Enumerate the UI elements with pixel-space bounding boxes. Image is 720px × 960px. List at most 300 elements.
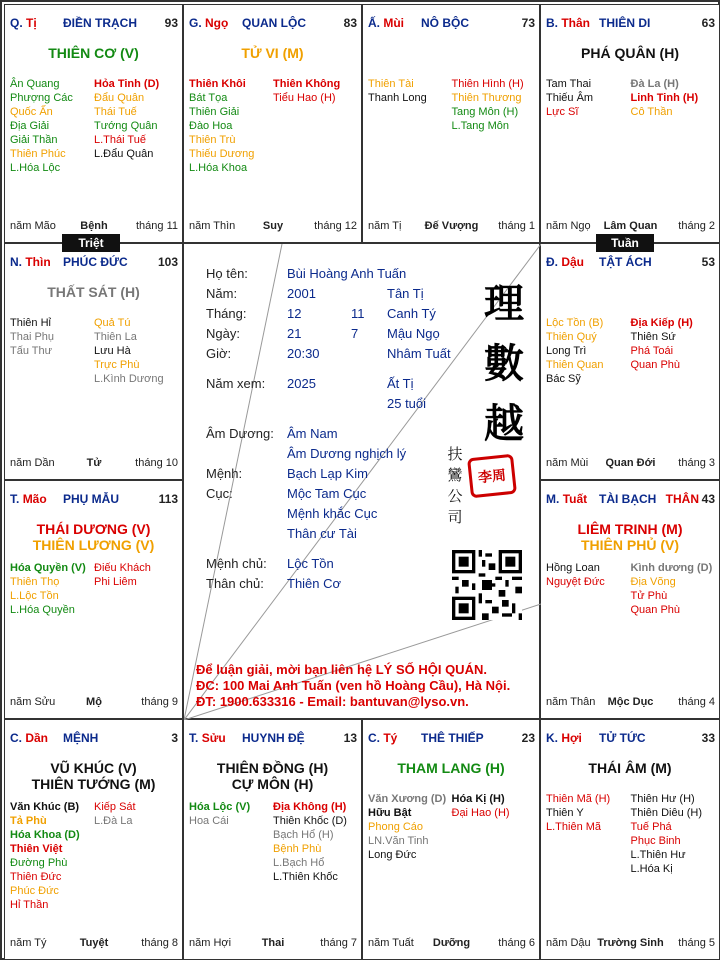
month-canchi: Canh Tý [387,306,436,321]
palace-year: năm Tuất [368,937,414,949]
minor-star-column [273,77,357,105]
minor-star: Thiên Hình (H) [451,78,524,90]
minor-star: Thiếu Dương [189,148,255,160]
minor-star: Long Trì [546,345,587,357]
palace-footer [546,696,715,710]
palace-name: PHỤ MẪU [63,492,119,506]
minor-star-column [368,792,452,862]
palace-month: tháng 12 [314,220,357,232]
palace-stage: Mộc Dục [607,696,654,708]
minor-star: Bát Tọa [189,92,228,104]
palace-month: tháng 9 [141,696,178,708]
hour-canchi: Nhâm Tuất [387,346,451,361]
minor-star: Thanh Long [368,92,427,104]
minor-star: Đào Hoa [189,120,233,132]
contact-line-1: Để luận giải, mời bạn liên hệ LÝ SỐ HỘI QUÁN. [196,662,487,677]
palace-month: tháng 10 [135,457,178,469]
branch-name: Sửu [201,731,226,745]
month-value: 12 [287,306,302,321]
palace-number: 113 [158,492,178,506]
palace-branch [10,255,51,269]
minor-star: Nguyệt Đức [546,576,605,588]
than-marker: THÂN [665,492,699,506]
minor-star-column [546,77,631,119]
vert-char: 鸞 [447,466,463,484]
minor-stars [10,561,178,701]
minor-star: Đường Phù [10,857,68,869]
cuc-value-3: Thân cư Tài [287,526,357,541]
minor-star: Tướng Quân [94,120,158,132]
day-canchi: Mậu Ngọ [387,326,440,341]
main-star: LIÊM TRINH (M) [577,521,683,537]
minor-star: L.Hóa Khoa [189,162,248,174]
branch-name: Ngọ [205,16,229,30]
minor-stars [546,77,715,217]
contact-line-3: ĐT: 1900.633316 - Email: bantuvan@lyso.vn. [196,694,469,709]
palace-branch [368,731,397,745]
palace-name: THÊ THIẾP [421,731,484,745]
minor-star-column [10,800,94,912]
minor-star-column [94,561,178,589]
branch-name: Tuất [562,492,588,506]
calligraphy-title [474,274,534,454]
minor-star: Thiên Thọ [10,576,60,588]
branch-stem: B. [546,16,558,30]
minor-stars [546,316,715,456]
minor-star: Hỏa Tinh (D) [94,78,160,90]
thanchu-label: Thân chủ: [206,576,264,591]
palace-number: 53 [701,255,715,269]
branch-name: Thìn [25,255,51,269]
minor-star: Kình dương (D) [630,562,713,574]
name-label: Họ tên: [206,266,248,281]
minor-stars [546,561,715,701]
cuc-value-2: Mệnh khắc Cục [287,506,378,521]
red-seal-stamp: 李周 [467,454,517,499]
minor-star-column [94,316,178,386]
palace-name: TỬ TỨC [599,731,646,745]
palace-month: tháng 1 [498,220,535,232]
minor-stars [10,316,178,456]
branch-name: Thân [561,16,591,30]
minor-star: L.Thiên Hư [630,849,686,861]
minor-star: Thiên Mã (H) [546,793,611,805]
branch-stem: K. [546,731,558,745]
palace-name: TÀI BẠCH [599,492,657,506]
vert-char: 司 [447,508,463,526]
minor-star: Bạch Hổ (H) [273,829,334,841]
palace-number: 83 [343,16,357,30]
minor-star: Thiên Quan [546,359,604,371]
palace-header [368,16,535,32]
palace-branch [546,16,590,30]
contact-line-2: ĐC: 100 Mai Anh Tuấn (ven hồ Hoàng Cầu), Hà Nội. [196,678,511,693]
minor-star: Địa Giải [10,120,50,132]
minor-star: Quả Tú [94,317,131,329]
minor-star: Thiên Việt [10,843,63,855]
palace-name: QUAN LỘC [242,16,306,30]
palace-name: HUYNH ĐỆ [242,731,305,745]
palace-footer [10,457,178,471]
palace-branch [189,16,228,30]
minor-star: Cô Thần [630,106,673,118]
palace-year: năm Thìn [189,220,236,232]
menh-value: Bạch Lạp Kim [287,466,368,481]
palace-year: năm Thân [546,696,596,708]
main-star: THIÊN PHỦ (V) [581,537,679,553]
palace-header [189,731,357,747]
view-year-canchi: Ất Tị [387,376,414,391]
palace-header [10,255,178,271]
palace-month: tháng 6 [498,937,535,949]
year-label: Năm: [206,286,238,301]
minor-star: Tam Thai [546,78,592,90]
minor-star: Hồng Loan [546,562,600,574]
minor-star-column [546,316,631,386]
palace-stage: Tuyệt [79,937,109,949]
palace-header [10,492,178,508]
minor-star: Quan Phù [630,604,681,616]
minor-star: L.Kình Dương [94,373,164,385]
minor-star-column [546,561,631,589]
minor-star: Thiếu Âm [546,92,594,104]
minor-star-column [631,77,716,119]
branch-name: Dần [25,731,49,745]
day-lunar: 7 [351,326,359,341]
minor-star: Hữu Bật [368,807,412,819]
branch-stem: C. [368,731,380,745]
minor-star: L.Thái Tuế [94,134,146,146]
palace-stage: Quan Đới [605,457,656,469]
palace-cell [540,719,720,960]
palace-footer [189,220,357,234]
menhchu-value: Lộc Tồn [287,556,334,571]
minor-star: Thiên Hư (H) [630,793,695,805]
minor-stars [10,800,178,940]
palace-footer [368,220,535,234]
minor-star: Tấu Thư [10,345,53,357]
minor-star: L.Thiên Mã [546,821,602,833]
minor-star: Quốc Ấn [10,106,53,118]
palace-footer [189,937,357,951]
branch-name: Dậu [561,255,585,269]
palace-footer [10,937,178,951]
minor-star: Quan Phù [630,359,681,371]
minor-star: Thai Phụ [10,331,55,343]
minor-star: LN.Văn Tinh [368,835,429,847]
palace-header [546,16,715,32]
minor-star-column [273,800,357,884]
branch-name: Tý [383,731,398,745]
callig-char: 理 [484,280,524,327]
year-canchi: Tân Tị [387,286,424,301]
minor-star: Phượng Các [10,92,73,104]
minor-star-column [546,792,631,834]
palace-name: ĐIỀN TRẠCH [63,16,137,30]
amduong-value-2: Âm Dương nghịch lý [287,446,407,461]
minor-star: Văn Khúc (B) [10,801,80,813]
palace-stage: Suy [262,220,284,232]
month-lunar: 11 [351,306,365,321]
minor-star: Hóa Quyền (V) [10,562,86,574]
minor-star: Phá Toái [630,345,674,357]
palace-name: TẬT ÁCH [599,255,652,269]
amduong-value: Âm Nam [287,426,338,441]
branch-name: Tị [26,16,37,30]
palace-cell [4,243,183,480]
minor-star-column [631,561,716,617]
main-star: THÁI DƯƠNG (V) [36,521,151,537]
minor-star-column [368,77,452,105]
palace-header [10,16,178,32]
minor-star: Phi Liêm [94,576,137,588]
palace-number: 13 [343,731,357,745]
branch-stem: M. [546,492,560,506]
palace-month: tháng 4 [678,696,715,708]
menh-label: Mệnh: [206,466,243,481]
palace-header [546,731,715,747]
palace-month: tháng 3 [678,457,715,469]
minor-stars [189,800,357,940]
palace-branch [189,731,226,745]
minor-star: L.Đẩu Quân [94,148,154,160]
palace-year: năm Ngọ [546,220,591,232]
minor-stars [546,792,715,932]
palace-cell [183,4,362,243]
main-star: THÁI ÂM (M) [588,760,672,776]
palace-number: 93 [164,16,178,30]
minor-star-column [452,77,536,133]
minor-star: Tử Phù [630,590,668,602]
minor-stars [368,77,535,217]
tuan-tag: Tuần [596,234,654,252]
minor-star: Hoa Cái [189,815,229,827]
palace-stage: Mộ [86,696,102,708]
branch-name: Mùi [383,16,405,30]
palace-header [189,16,357,32]
menhchu-label: Mệnh chủ: [206,556,267,571]
main-star: THẤT SÁT (H) [47,284,140,300]
branch-stem: Đ. [546,255,558,269]
palace-stage: Dưỡng [432,937,471,949]
palace-number: 23 [521,731,535,745]
minor-star: L.Hóa Lộc [10,162,61,174]
minor-star-column [10,77,94,175]
cuc-value: Mộc Tam Cục [287,486,367,501]
minor-star: Hóa Khoa (D) [10,829,80,841]
minor-star: Lực Sĩ [546,106,579,118]
branch-stem: C. [10,731,22,745]
hour-value: 20:30 [287,346,320,361]
minor-star: Trực Phù [94,359,140,371]
palace-branch [546,255,584,269]
main-star: THIÊN CƠ (V) [48,45,139,61]
minor-star: Lưu Hà [94,345,131,357]
minor-star: Địa Kiếp (H) [630,317,693,329]
palace-stage: Đế Vượng [424,220,479,232]
minor-star: Thiên Khốc (D) [273,815,347,827]
minor-star: Thiên Hỉ [10,317,51,329]
minor-star: Đẩu Quân [94,92,145,104]
palace-cell [362,719,540,960]
minor-star: Long Đức [368,849,417,861]
minor-star: L.Hóa Kị [630,863,673,875]
main-star: THAM LANG (H) [397,760,505,776]
minor-star: Địa Võng [630,576,676,588]
minor-star: Thiên Giải [189,106,240,118]
minor-stars [189,77,357,217]
qr-code-icon [452,550,522,620]
minor-star-column [94,800,178,828]
palace-header [368,731,535,747]
palace-header [546,255,715,271]
hour-label: Giờ: [206,346,232,361]
palace-cell [540,480,720,719]
minor-star: Bác Sỹ [546,373,581,385]
minor-star: Tiểu Hao (H) [273,92,336,104]
minor-star: Thiên Thương [451,92,522,104]
palace-stage: Tử [86,457,102,469]
palace-year: năm Hợi [189,937,232,949]
minor-star: L.Bạch Hổ [273,857,325,869]
minor-star-column [631,792,716,876]
minor-stars [368,792,535,932]
minor-star: Phúc Đức [10,885,59,897]
minor-star: L.Lộc Tồn [10,590,59,602]
palace-stage: Thai [261,937,285,949]
palace-year: năm Dậu [546,937,591,949]
minor-star: Thiên Phúc [10,148,66,160]
minor-star: Thiên Khôi [189,78,246,90]
palace-footer [546,457,715,471]
minor-stars [10,77,178,217]
palace-cell [540,4,720,243]
main-star: VŨ KHÚC (V) [50,760,137,776]
minor-star: Phục Binh [630,835,681,847]
minor-star: Lộc Tồn (B) [546,317,604,329]
minor-star: Thiên La [94,331,137,343]
palace-number: 43 [701,492,715,506]
minor-star: Giải Thần [10,134,58,146]
minor-star: L.Tang Môn [451,120,509,132]
minor-star: Đại Hao (H) [451,807,510,819]
branch-stem: Ấ. [368,16,380,30]
palace-header [546,492,715,508]
year-value: 2001 [287,286,316,301]
minor-star: Linh Tinh (H) [630,92,699,104]
minor-star: Thiên Sứ [630,331,676,343]
minor-star: Hỉ Thần [10,899,49,911]
vertical-company-text [446,444,464,528]
palace-cell [4,480,183,719]
branch-name: Hợi [561,731,582,745]
age-value: 25 tuổi [387,396,427,411]
palace-footer [368,937,535,951]
name-value: Bùi Hoàng Anh Tuấn [287,266,407,281]
vert-char: 公 [447,487,463,505]
palace-year: năm Dần [10,457,55,469]
main-star: THIÊN TƯỚNG (M) [31,776,156,792]
minor-star: Thái Tuế [94,106,137,118]
minor-star: Thiên Trù [189,134,236,146]
minor-star: L.Thiên Khốc [273,871,338,883]
palace-branch [10,16,37,30]
day-label: Ngày: [206,326,240,341]
amduong-label: Âm Dương: [206,426,274,441]
palace-year: năm Sửu [10,696,56,708]
palace-header [10,731,178,747]
month-label: Tháng: [206,306,247,321]
minor-star: Tả Phù [10,815,47,827]
minor-star: Ân Quang [10,78,60,90]
branch-name: Mão [22,492,47,506]
palace-number: 73 [521,16,535,30]
palace-cell [183,719,362,960]
palace-year: năm Mão [10,220,56,232]
palace-month: tháng 2 [678,220,715,232]
minor-star-column [189,800,273,828]
minor-star: Địa Không (H) [273,801,347,813]
palace-stage: Trường Sinh [597,937,664,949]
thanchu-value: Thiên Cơ [287,576,342,591]
palace-cell [362,4,540,243]
main-star: CỰ MÔN (H) [231,776,314,792]
main-star: TỬ VI (M) [241,45,304,61]
minor-star: Tang Môn (H) [451,106,519,118]
minor-star-column [10,316,94,358]
palace-stage: Bệnh [80,220,108,232]
minor-star: Phong Cáo [368,821,424,833]
minor-star: L.Đà La [94,815,133,827]
minor-star-column [189,77,273,175]
palace-number: 63 [701,16,715,30]
minor-star: Hóa Kị (H) [451,793,505,805]
branch-stem: Q. [10,16,23,30]
vert-char: 扶 [447,445,463,463]
minor-star-column [10,561,94,617]
callig-char: 數 [484,340,524,387]
palace-year: năm Mùi [546,457,589,469]
view-year-label: Năm xem: [206,376,266,391]
branch-stem: T. [189,731,199,745]
palace-footer [546,220,715,234]
minor-star: Tuế Phá [630,821,672,833]
minor-star: Thiên Y [546,807,584,819]
minor-star: Thiên Tài [368,78,414,90]
palace-name: THIÊN DI [599,16,651,30]
minor-star: Thiên Diêu (H) [630,807,703,819]
branch-stem: T. [10,492,20,506]
cuc-label: Cục: [206,486,233,501]
minor-star: L.Hóa Quyền [10,604,75,616]
palace-number: 103 [157,255,178,269]
main-star: THIÊN LƯƠNG (V) [32,537,155,553]
minor-star: Đà La (H) [630,78,679,90]
palace-branch [368,16,404,30]
palace-footer [546,937,715,951]
palace-number: 3 [171,731,178,745]
palace-number: 33 [701,731,715,745]
palace-year: năm Tý [10,937,47,949]
palace-cell [540,243,720,480]
minor-star: Bệnh Phù [273,843,322,855]
palace-month: tháng 11 [135,220,178,232]
minor-star: Thiên Quý [546,331,597,343]
minor-star: Thiên Đức [10,871,62,883]
palace-name: PHÚC ĐỨC [63,255,128,269]
minor-star: Văn Xương (D) [368,793,447,805]
palace-branch [546,731,582,745]
